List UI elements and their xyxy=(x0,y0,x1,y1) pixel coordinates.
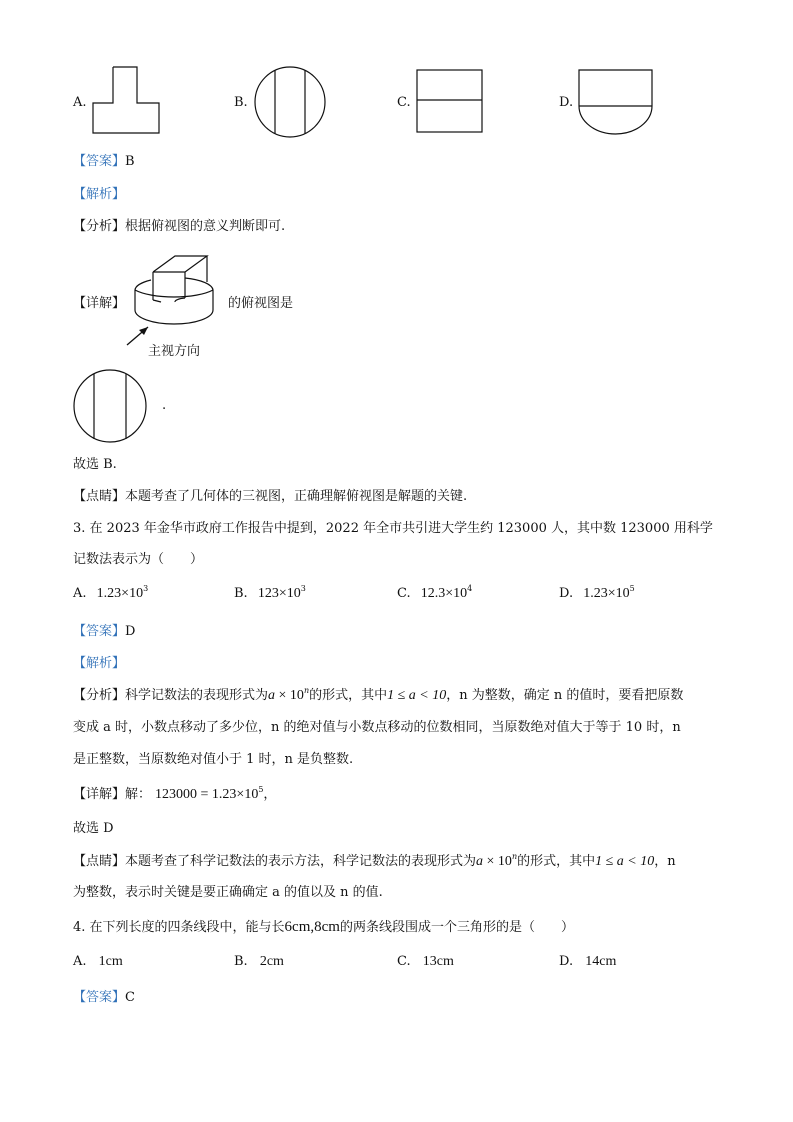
q4-option-b xyxy=(234,954,284,970)
solid-figure xyxy=(125,244,225,334)
option-letter: B. xyxy=(234,954,248,969)
fenxi-text: 根据俯视图的意义判断即可. xyxy=(125,219,286,234)
q3-stem-line1: 3. 在 2023 年金华市政府工作报告中提到，2022 年全市共引进大学生约 123000 人，其中数 123000 用科学 xyxy=(73,521,713,536)
form-n: n xyxy=(511,852,518,861)
answer-tag: 【答案】 xyxy=(73,624,126,639)
option-exponent: 5 xyxy=(629,584,635,593)
option-letter: A. xyxy=(73,586,87,601)
q3-comment-line2: 为整数，表示时关键是要正确确定 a 的值以及 n 的值. xyxy=(73,885,383,900)
detail-tag: 【详解】 xyxy=(73,296,126,311)
q4-option-a xyxy=(73,954,123,970)
option-value: 1cm xyxy=(98,954,123,969)
q3-answer-line xyxy=(73,620,135,639)
q4-option-c xyxy=(397,954,454,970)
q4-stem-a: 4. 在下列长度的四条线段中，能与长 xyxy=(73,920,285,935)
q2-analysis-line xyxy=(73,183,125,202)
option-letter: D. xyxy=(559,586,574,601)
option-exponent: 4 xyxy=(467,584,473,593)
option-letter: A. xyxy=(73,954,87,969)
ineq: 1 ≤ a < 10 xyxy=(387,688,447,703)
form-n: n xyxy=(303,686,310,695)
comment-text-a: 本题考查了科学记数法的表示方法，科学记数法的表现形式为 xyxy=(125,854,477,869)
detail-exp: 5 xyxy=(258,785,264,794)
form-mid: × 10 xyxy=(483,854,512,869)
detail-pre: 解： xyxy=(125,787,152,802)
q4-stem-b: 的两条线段围成一个三角形的是（ ） xyxy=(339,920,574,935)
option-letter: D. xyxy=(559,954,574,969)
fenxi-text-b: 的形式，其中 xyxy=(309,688,388,703)
comment-text: 本题考查了几何体的三视图，正确理解俯视图是解题的关键. xyxy=(125,489,468,504)
option-letter: C. xyxy=(397,954,411,969)
fenxi-tag: 【分析】 xyxy=(73,688,126,703)
option-letter: C. xyxy=(397,586,411,601)
q2-option-d-letter: D. xyxy=(559,95,574,110)
q3-stem-line2: 记数法表示为（ ） xyxy=(73,552,204,567)
q3-option-b xyxy=(234,584,306,602)
q2-option-d-figure xyxy=(578,69,654,137)
q2-detail-line xyxy=(73,292,125,311)
detail-post: ， xyxy=(263,787,277,802)
period-mark: . xyxy=(162,398,167,413)
q2-option-a-figure xyxy=(92,66,162,136)
answer-tag: 【答案】 xyxy=(73,154,126,169)
q2-option-c-letter: C. xyxy=(397,95,411,110)
option-mantissa: 123×10 xyxy=(257,586,301,601)
q2-option-b-letter: B. xyxy=(234,95,248,110)
ineq: 1 ≤ a < 10 xyxy=(595,854,655,869)
q3-comment-line1 xyxy=(73,850,676,870)
analysis-tag: 【解析】 xyxy=(73,656,126,671)
option-letter: B. xyxy=(234,586,248,601)
q3-detail-line xyxy=(73,783,276,803)
option-mantissa: 12.3×10 xyxy=(420,586,468,601)
detail-after-text: 的俯视图是 xyxy=(228,296,294,311)
q2-option-a-letter: A. xyxy=(73,95,87,110)
q3-option-d xyxy=(559,584,635,602)
comment-text-b: 的形式，其中 xyxy=(517,854,596,869)
q3-analysis-line xyxy=(73,652,125,671)
analysis-tag: 【解析】 xyxy=(73,187,126,202)
detail-tag: 【详解】 xyxy=(73,787,126,802)
form-a: a xyxy=(268,688,276,703)
answer-value: C xyxy=(125,990,135,1005)
q3-option-c xyxy=(397,584,472,602)
option-value: 2cm xyxy=(259,954,284,969)
option-value: 14cm xyxy=(585,954,617,969)
top-view-figure xyxy=(72,369,150,445)
direction-label: 主视方向 xyxy=(148,344,201,359)
option-exponent: 3 xyxy=(143,584,149,593)
option-mantissa: 1.23×10 xyxy=(96,586,144,601)
comment-tag: 【点睛】 xyxy=(73,854,126,869)
form-a: a xyxy=(476,854,484,869)
answer-value: D xyxy=(125,624,136,639)
q2-answer-line xyxy=(73,150,135,169)
q3-conclusion: 故选 D xyxy=(73,821,114,836)
detail-eq: 123000 = 1.23×10 xyxy=(155,787,259,802)
q2-option-c-figure xyxy=(416,69,484,135)
fenxi-tag: 【分析】 xyxy=(73,219,126,234)
q3-fenxi-line2: 变成 a 时，小数点移动了多少位，n 的绝对值与小数点移动的位数相同，当原数绝对值大于等于 10 时，n xyxy=(73,720,681,735)
q2-comment-line xyxy=(73,485,467,504)
q2-option-b-figure xyxy=(254,66,326,138)
comment-text-c: ，n xyxy=(654,854,676,869)
q3-fenxi-line1 xyxy=(73,684,683,704)
form-mid: × 10 xyxy=(275,688,304,703)
fenxi-text-c: ，n 为整数，确定 n 的值时，要看把原数 xyxy=(446,688,684,703)
q2-conclusion: 故选 B. xyxy=(73,457,117,472)
q4-stem-line xyxy=(73,916,574,936)
answer-value: B xyxy=(125,154,135,169)
option-mantissa: 1.23×10 xyxy=(583,586,630,601)
option-exponent: 3 xyxy=(300,584,306,593)
q4-option-d xyxy=(559,954,616,970)
fenxi-text-a: 科学记数法的表现形式为 xyxy=(125,688,269,703)
q2-fenxi-line xyxy=(73,215,285,234)
q4-stem-math: 6cm,8cm xyxy=(284,919,340,935)
q3-fenxi-line3: 是正整数，当原数绝对值小于 1 时，n 是负整数. xyxy=(73,752,354,767)
comment-tag: 【点睛】 xyxy=(73,489,126,504)
q3-option-a xyxy=(73,584,148,602)
answer-tag: 【答案】 xyxy=(73,990,126,1005)
q4-answer-line xyxy=(73,986,135,1005)
option-value: 13cm xyxy=(422,954,454,969)
